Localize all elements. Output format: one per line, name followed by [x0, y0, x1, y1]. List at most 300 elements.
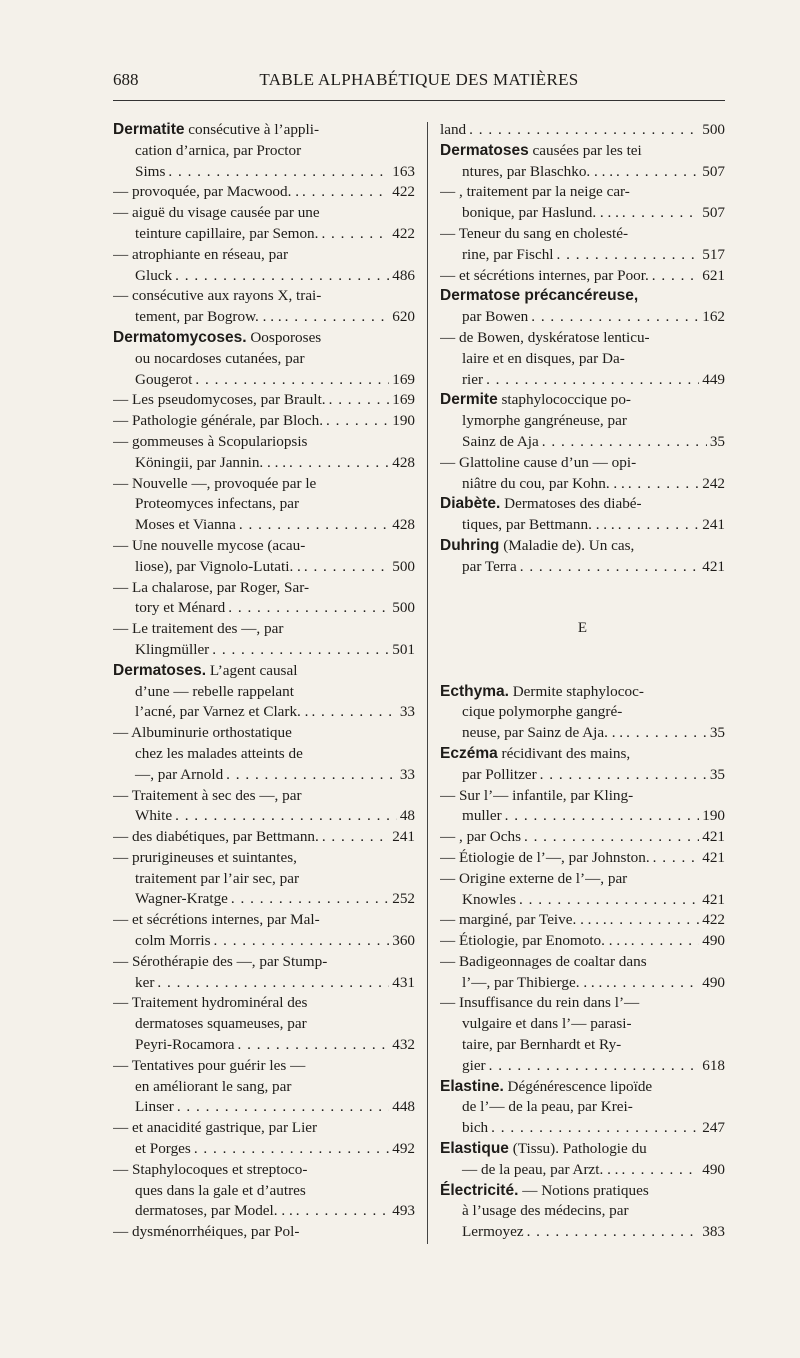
entry-line [440, 515, 725, 536]
leader-dots [621, 1160, 699, 1181]
index-entry [113, 848, 415, 910]
entry-line [440, 869, 725, 890]
entry-text: — et sécrétions internes, par Poor. [440, 266, 649, 284]
entry-heading: Elastique [440, 1140, 509, 1158]
page-reference: 507 [702, 204, 725, 222]
entry-text: taire, par Bernhardt et Ry- [462, 1036, 622, 1054]
entry-text: chez les malades atteints de [135, 744, 303, 762]
entry-line [113, 827, 415, 848]
leader-dots [527, 1222, 700, 1243]
entry-line [440, 993, 725, 1014]
entry-line [440, 1035, 725, 1056]
entry-text: colm Morris [135, 932, 211, 950]
index-entry [113, 827, 415, 848]
page-reference: 190 [702, 807, 725, 825]
entry-line [440, 453, 725, 474]
entry-text: (Tissu). Pathologie du [508, 1140, 647, 1158]
page-reference: 618 [702, 1056, 725, 1074]
leader-dots [195, 370, 389, 391]
entry-line [113, 598, 415, 619]
leader-dots [321, 224, 389, 245]
entry-text: — marginé, par Teive. . . . . [440, 911, 607, 929]
leader-dots [626, 723, 707, 744]
entry-text: dermatoses squameuses, par [135, 1015, 307, 1033]
entry-text: récidivant des mains, [497, 744, 631, 762]
leader-dots [239, 515, 389, 536]
entry-line [440, 1201, 725, 1222]
entry-text: — Les pseudomycoses, par Brault. [113, 391, 326, 409]
entry-line [113, 910, 415, 931]
entry-text: — Staphylocoques et streptoco- [113, 1160, 308, 1178]
index-entry [440, 931, 725, 952]
entry-text: lymorphe gangréneuse, par [462, 412, 627, 430]
entry-text: Linser [135, 1098, 174, 1116]
entry-heading: Eczéma [440, 744, 498, 762]
entry-line [113, 1014, 415, 1035]
index-entry [440, 182, 725, 224]
leader-dots [289, 453, 389, 474]
entry-text: tement, par Bogrow. . . . [135, 308, 282, 326]
entry-text: — gommeuses à Scopulariopsis [113, 432, 308, 450]
entry-text: vulgaire et dans l’— parasi- [462, 1015, 632, 1033]
page-reference: 620 [392, 308, 415, 326]
entry-text: teinture capillaire, par Semon. [135, 224, 319, 242]
entry-text: — Tentatives pour guérir les — [113, 1056, 306, 1074]
entry-text: — Glattoline cause d’un — opi- [440, 453, 637, 471]
index-entry [440, 910, 725, 931]
leader-dots [177, 1097, 389, 1118]
entry-text: — Étiologie, par Enomoto. . . . [440, 932, 628, 950]
column-divider [427, 122, 428, 1244]
entry-text: Klingmüller [135, 640, 210, 658]
index-entry [440, 266, 725, 287]
page-reference: 360 [392, 932, 415, 950]
right-column [440, 120, 725, 1243]
entry-text: Proteomyces infectans, par [135, 495, 300, 513]
entry-text: — Traitement hydrominéral des [113, 994, 308, 1012]
page-reference: 448 [392, 1098, 415, 1116]
index-entry [113, 993, 415, 1055]
leader-dots [652, 266, 699, 287]
index-entry [440, 869, 725, 911]
entry-heading: Dermite [440, 391, 498, 409]
leader-dots [226, 765, 397, 786]
entry-line [113, 120, 415, 141]
entry-line [440, 682, 725, 703]
entry-text: Gluck [135, 266, 173, 284]
leader-dots [238, 1035, 390, 1056]
entry-text: muller [462, 807, 502, 825]
page-reference: 486 [392, 266, 415, 284]
page-reference: 517 [702, 245, 725, 263]
page-reference: 493 [392, 1202, 415, 1220]
leader-dots [540, 765, 707, 786]
index-entry [113, 1118, 415, 1160]
entry-text: Oosporoses [246, 328, 322, 346]
leader-dots [618, 515, 700, 536]
index-entry [440, 536, 725, 578]
entry-line [113, 1222, 415, 1243]
entry-text: — , par Ochs [440, 828, 521, 846]
entry-line [113, 1160, 415, 1181]
entry-line [113, 973, 415, 994]
leader-dots [524, 827, 699, 848]
entry-text: Gougerot [135, 370, 193, 388]
entry-text: — , traitement par la neige car- [440, 183, 630, 201]
page-reference: 247 [702, 1119, 725, 1137]
entry-text: — La chalarose, par Roger, Sar- [113, 578, 310, 596]
page-reference: 432 [392, 1036, 415, 1054]
entry-text: causées par les tei [528, 141, 642, 159]
entry-text: — et anacidité gastrique, par Lier [113, 1119, 318, 1137]
leader-dots [491, 1118, 699, 1139]
entry-line [440, 370, 725, 391]
entry-line [113, 328, 415, 349]
entry-line [113, 1181, 415, 1202]
entry-line [440, 307, 725, 328]
entry-text: Sainz de Aja [462, 432, 539, 450]
index-entry [440, 827, 725, 848]
entry-text: rine, par Fischl [462, 245, 554, 263]
leader-dots [311, 702, 396, 723]
index-entry [440, 390, 725, 452]
entry-line [113, 224, 415, 245]
entry-text: — des diabétiques, par Bettmann. [113, 828, 319, 846]
page-reference: 33 [399, 703, 415, 721]
page-reference: 422 [392, 183, 415, 201]
page-reference: 421 [702, 848, 725, 866]
entry-line [440, 910, 725, 931]
page-reference: 241 [392, 828, 415, 846]
index-entry [113, 286, 415, 328]
leader-dots [531, 307, 699, 328]
entry-line [113, 1035, 415, 1056]
index-entry [440, 120, 725, 141]
leader-dots [613, 973, 699, 994]
entry-text: — de Bowen, dyskératose lenticu- [440, 328, 650, 346]
entry-line [440, 141, 725, 162]
index-entry [440, 494, 725, 536]
entry-line [440, 848, 725, 869]
page-reference: 492 [392, 1140, 415, 1158]
leader-dots [616, 162, 699, 183]
page-reference: 428 [392, 516, 415, 534]
entry-text: Köningii, par Jannin. . . . [135, 453, 287, 471]
entry-line [113, 1077, 415, 1098]
entry-text: par Terra [462, 557, 517, 575]
entry-text: — Insuffisance du rein dans l’— [440, 994, 640, 1012]
index-entry [113, 182, 415, 203]
entry-line [440, 474, 725, 495]
entry-heading: Dermatite [113, 121, 185, 138]
entry-text: — provoquée, par Macwood. . [113, 183, 299, 201]
index-entry [440, 1181, 725, 1243]
entry-text: Moses et Vianna [135, 516, 236, 534]
index-entry [440, 744, 725, 786]
entry-line [113, 203, 415, 224]
index-entry [113, 328, 415, 390]
page-reference: 422 [392, 224, 415, 242]
entry-line [113, 723, 415, 744]
entry-text: — de la peau, par Arzt. . . [462, 1160, 619, 1178]
entry-text: — Origine externe de l’—, par [440, 869, 628, 887]
leader-dots [296, 1201, 389, 1222]
entry-line [113, 702, 415, 723]
entry-text: d’une — rebelle rappelant [135, 682, 294, 700]
leader-dots [628, 474, 699, 495]
index-entry [113, 390, 415, 411]
leader-dots [520, 557, 699, 578]
leader-dots [557, 245, 700, 266]
entry-line [440, 182, 725, 203]
leader-dots [322, 827, 389, 848]
page-reference: 162 [702, 308, 725, 326]
entry-text: ntures, par Blaschko. . . . [462, 162, 613, 180]
entry-line [113, 182, 415, 203]
leader-dots [653, 848, 700, 869]
entry-text: — Pathologie générale, par Bloch. [113, 412, 324, 430]
entry-line [113, 453, 415, 474]
entry-text: — atrophiante en réseau, par [113, 245, 288, 263]
index-entry [113, 1056, 415, 1118]
entry-text: — consécutive aux rayons X, trai- [113, 287, 322, 305]
index-entry [113, 245, 415, 287]
index-entry [440, 682, 725, 744]
entry-line [113, 1118, 415, 1139]
index-entry [113, 578, 415, 620]
entry-text: par Bowen [462, 308, 529, 326]
page-reference: 252 [392, 890, 415, 908]
page-reference: 449 [702, 370, 725, 388]
leader-dots [214, 931, 390, 952]
entry-line [440, 162, 725, 183]
page-reference: 507 [702, 162, 725, 180]
entry-line [440, 1181, 725, 1202]
entry-line [113, 869, 415, 890]
entry-line [113, 515, 415, 536]
entry-line [113, 1097, 415, 1118]
entry-text: — Le traitement des —, par [113, 620, 284, 638]
entry-text: L’agent causal [206, 661, 298, 679]
leader-dots [505, 806, 700, 827]
index-entry [440, 786, 725, 828]
entry-line [440, 536, 725, 557]
entry-text: l’—, par Thibierge. . . . . [462, 973, 610, 991]
entry-text: laire et en disques, par Da- [462, 349, 625, 367]
right-column-top [440, 120, 725, 578]
entry-line [440, 432, 725, 453]
entry-text: consécutive à l’appli- [184, 121, 320, 138]
index-entry [440, 453, 725, 495]
leader-dots [486, 370, 699, 391]
page-reference: 500 [702, 121, 725, 138]
index-entry [440, 141, 725, 183]
page-reference: 421 [702, 828, 725, 846]
entry-text: traitement par l’air sec, par [135, 869, 300, 887]
index-entry [113, 1160, 415, 1222]
page-reference: 190 [392, 412, 415, 430]
entry-line [113, 640, 415, 661]
index-entry [113, 786, 415, 828]
entry-line [440, 702, 725, 723]
leader-dots [469, 120, 699, 141]
entry-line [440, 411, 725, 432]
entry-text: — Albuminurie orthostatique [113, 724, 292, 742]
entry-line [440, 224, 725, 245]
entry-line [113, 370, 415, 391]
entry-line [113, 474, 415, 495]
entry-text: Lermoyez [462, 1223, 524, 1241]
entry-text: — Notions pratiques [518, 1181, 649, 1199]
entry-text: Dermite staphylococ- [508, 682, 644, 700]
right-column-bottom [440, 682, 725, 1244]
index-entry [440, 993, 725, 1076]
index-entry [440, 286, 725, 328]
entry-line [440, 723, 725, 744]
entry-line [440, 1014, 725, 1035]
entry-text: de l’— de la peau, par Krei- [462, 1098, 633, 1116]
leader-dots [329, 390, 390, 411]
page-reference: 428 [392, 453, 415, 471]
index-entry [113, 661, 415, 723]
entry-text: liose), par Vignolo-Lutati. . [135, 557, 301, 575]
entry-line [440, 952, 725, 973]
entry-text: ques dans la gale et d’autres [135, 1181, 306, 1199]
leader-dots [631, 931, 700, 952]
entry-line [440, 390, 725, 411]
entry-heading: Dermatoses [440, 141, 529, 159]
entry-heading: Dermatoses. [113, 661, 207, 679]
index-entry [440, 952, 725, 994]
entry-line [113, 141, 415, 162]
entry-text: ker [135, 973, 155, 991]
page-reference: 163 [392, 162, 415, 180]
index-entry [113, 432, 415, 474]
entry-line [113, 993, 415, 1014]
entry-line [440, 286, 725, 307]
leader-dots [175, 806, 397, 827]
entry-heading: Dermatomycoses. [113, 328, 247, 346]
leader-dots [622, 203, 699, 224]
leader-dots [228, 598, 389, 619]
leader-dots [194, 1139, 389, 1160]
entry-heading: Diabète. [440, 495, 501, 513]
index-entry [113, 723, 415, 785]
entry-text: — Teneur du sang en cholesté- [440, 224, 629, 242]
entry-line [113, 578, 415, 599]
index-entry [113, 619, 415, 661]
entry-line [113, 494, 415, 515]
leader-dots [326, 411, 389, 432]
leader-dots [285, 307, 390, 328]
page-reference: 48 [399, 807, 415, 825]
page-reference: 35 [709, 432, 725, 450]
entry-text: White [135, 807, 173, 825]
entry-line [440, 931, 725, 952]
entry-text: l’acné, par Varnez et Clark. . [135, 703, 309, 721]
leader-dots [519, 890, 699, 911]
entry-line [440, 328, 725, 349]
entry-text: — Badigeonnages de coaltar dans [440, 952, 647, 970]
leader-dots [542, 432, 707, 453]
page-reference: 242 [702, 474, 725, 492]
entry-text: staphylococcique po- [497, 391, 631, 409]
entry-heading: Elastine. [440, 1077, 504, 1095]
entry-text: — Une nouvelle mycose (acau- [113, 536, 306, 554]
leader-dots [231, 889, 389, 910]
entry-line [440, 494, 725, 515]
leader-dots [157, 973, 389, 994]
entry-line [440, 1077, 725, 1098]
page-header [113, 70, 725, 96]
entry-text: Peyri-Rocamora [135, 1036, 235, 1054]
leader-dots [168, 162, 389, 183]
entry-line [113, 432, 415, 453]
entry-text: land [440, 121, 467, 138]
entry-line [113, 245, 415, 266]
entry-heading: Électricité. [440, 1181, 519, 1199]
entry-line [113, 661, 415, 682]
letter-section [440, 578, 725, 682]
entry-text: à l’usage des médecins, par [462, 1202, 629, 1220]
entry-line [440, 786, 725, 807]
entry-text: Wagner-Kratge [135, 890, 228, 908]
entry-text: bonique, par Haslund. . . . [462, 204, 619, 222]
index-entry [113, 203, 415, 245]
entry-text: cique polymorphe gangré- [462, 703, 623, 721]
entry-text: par Pollitzer [462, 765, 537, 783]
entry-text: Dégénérescence lipoïde [503, 1077, 653, 1095]
leader-dots [175, 266, 389, 287]
entry-line [113, 744, 415, 765]
entry-text: niâtre du cou, par Kohn. . . [462, 474, 625, 492]
index-entry [113, 120, 415, 182]
page-reference: 35 [709, 765, 725, 783]
index-entry [440, 848, 725, 869]
entry-line [113, 952, 415, 973]
section-letter: E [577, 619, 588, 636]
page-reference: 500 [392, 599, 415, 617]
entry-line [113, 1056, 415, 1077]
header-rule [113, 100, 725, 101]
entry-line [440, 1056, 725, 1077]
entry-line [113, 411, 415, 432]
entry-line [113, 390, 415, 411]
page-reference: 431 [392, 973, 415, 991]
entry-line [113, 536, 415, 557]
entry-line [113, 848, 415, 869]
entry-line [440, 120, 725, 141]
entry-line [440, 765, 725, 786]
entry-line [440, 827, 725, 848]
entry-line [440, 1139, 725, 1160]
entry-text: — Sérothérapie des —, par Stump- [113, 952, 328, 970]
entry-line [113, 1201, 415, 1222]
entry-text: neuse, par Sainz de Aja. . . [462, 724, 624, 742]
entry-text: — Nouvelle —, provoquée par le [113, 474, 317, 492]
entry-line [113, 619, 415, 640]
entry-heading: Duhring [440, 536, 500, 554]
leader-dots [610, 910, 700, 931]
entry-line [113, 765, 415, 786]
index-entry [440, 1077, 725, 1139]
entry-heading: Dermatose précancéreuse, [440, 287, 639, 305]
entry-text: tory et Ménard [135, 599, 226, 617]
entry-line [440, 1160, 725, 1181]
index-entry [113, 411, 415, 432]
entry-text: rier [462, 370, 484, 388]
index-entry [113, 952, 415, 994]
